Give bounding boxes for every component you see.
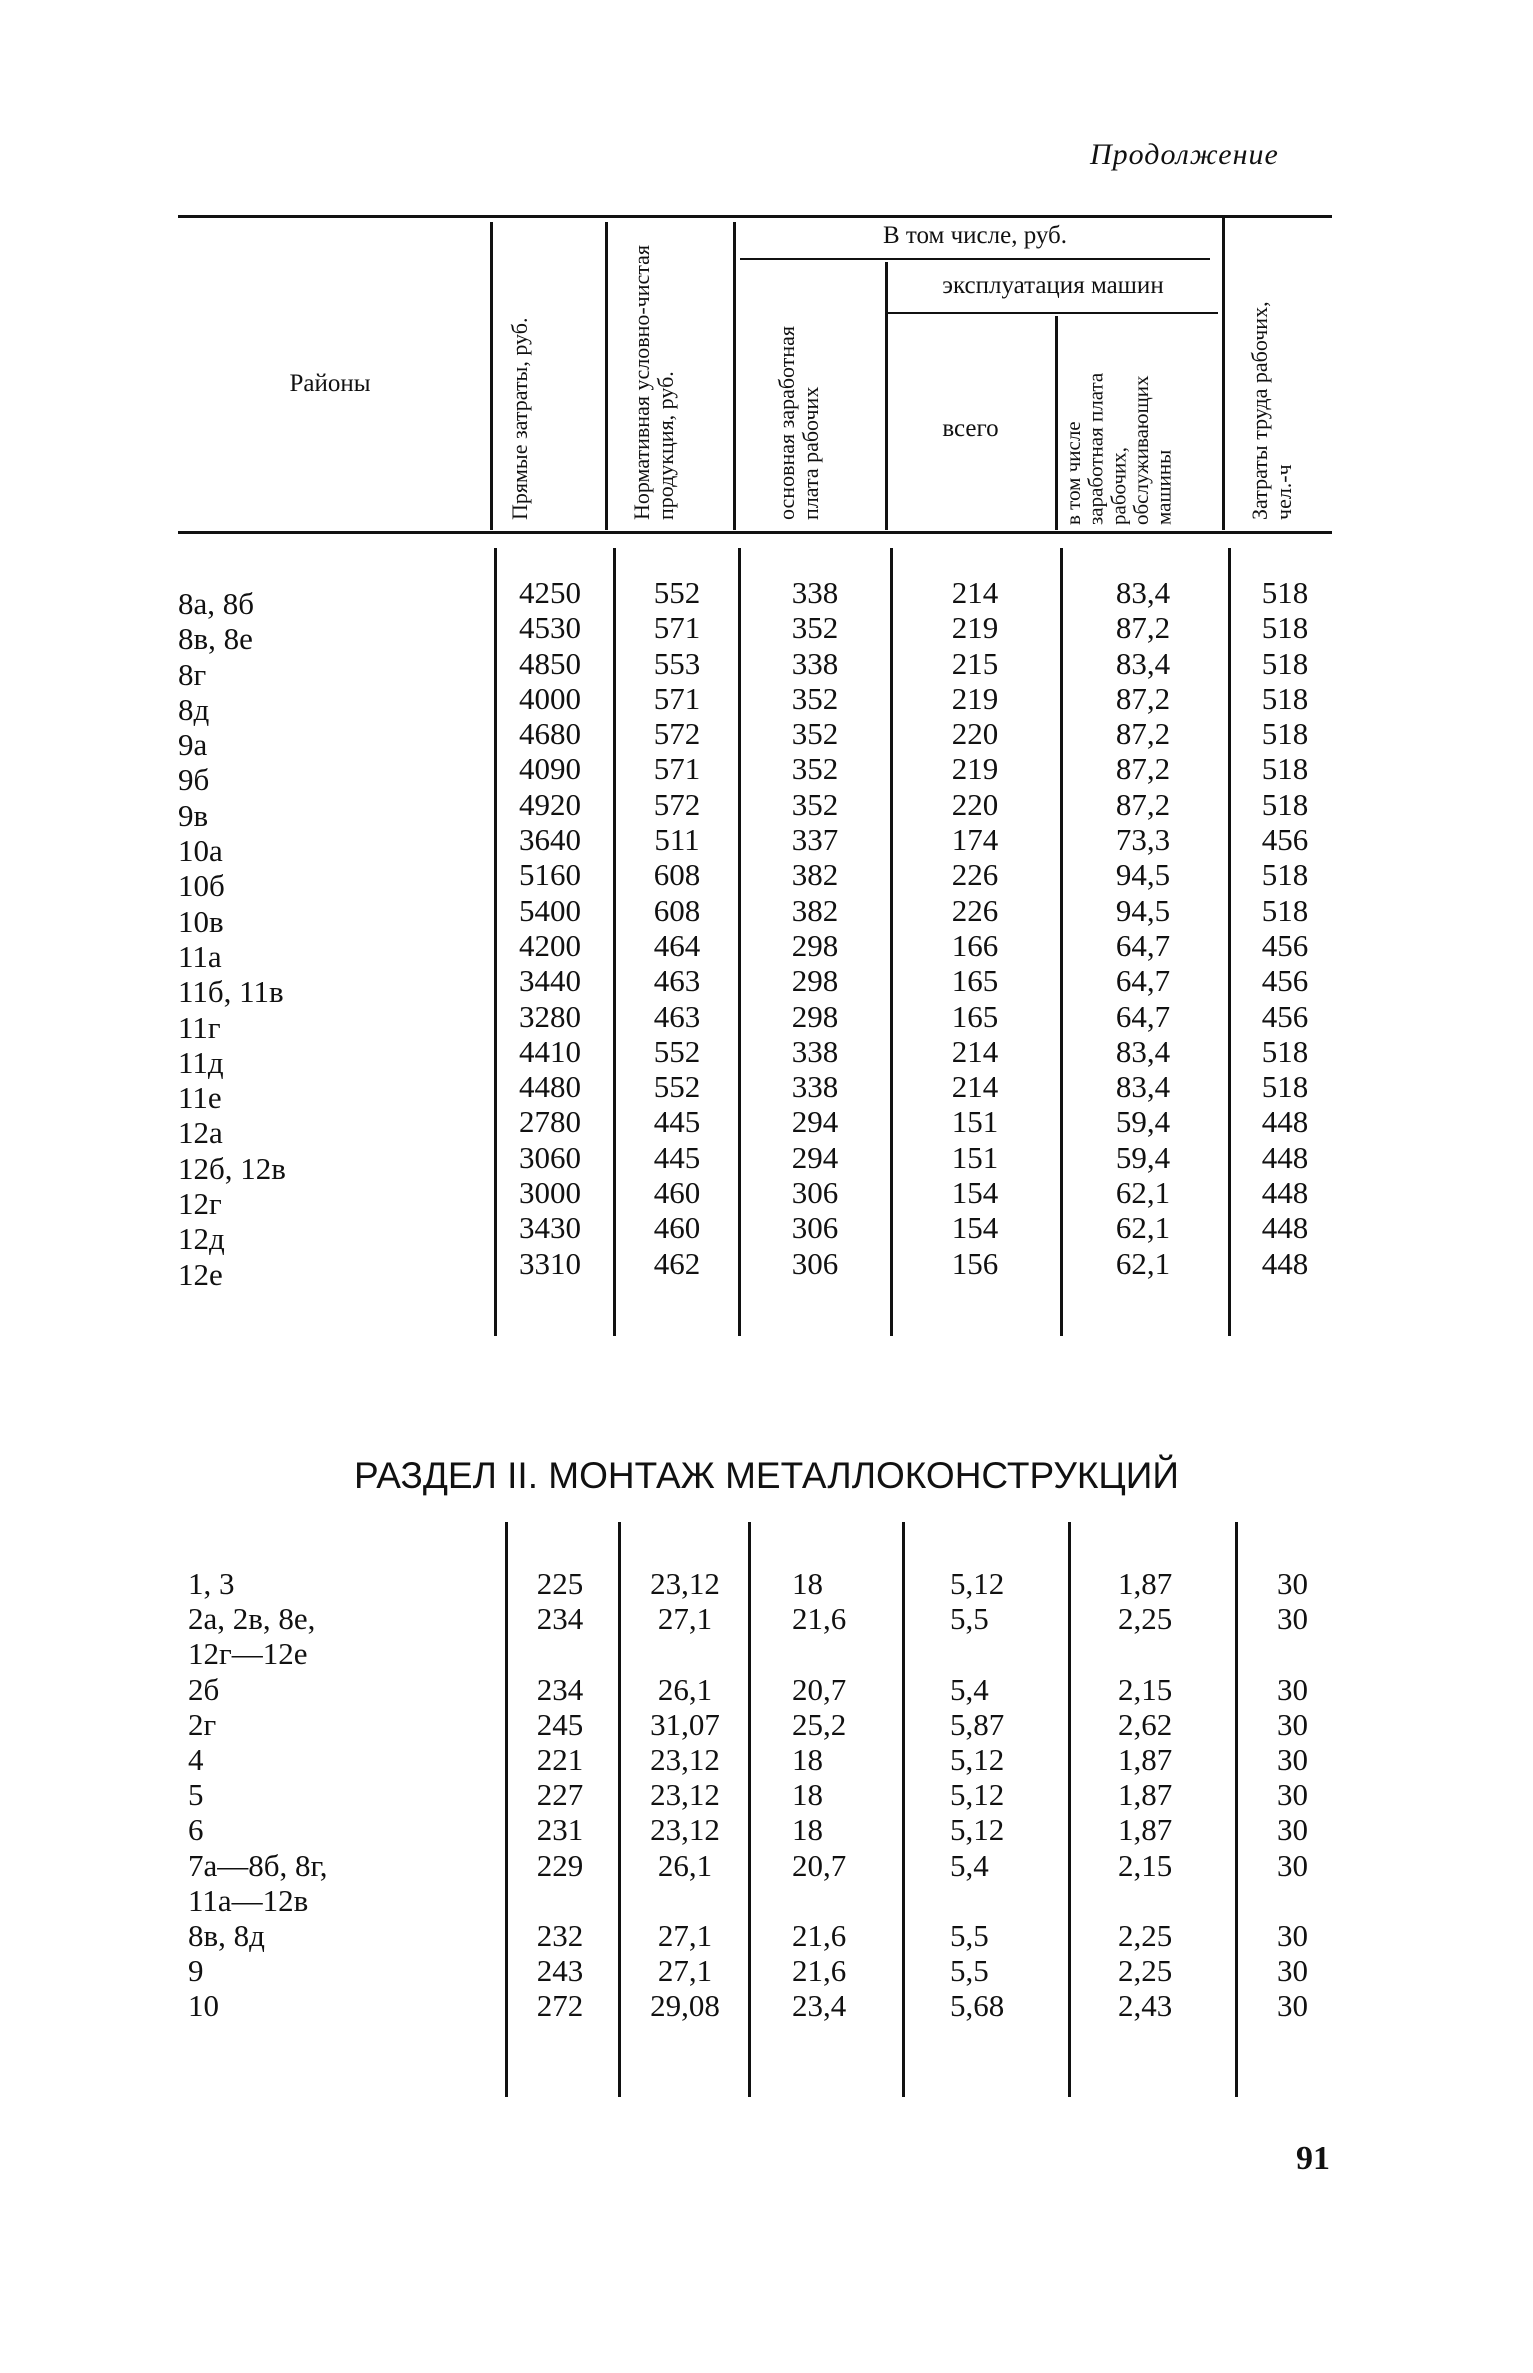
table-cell: 229: [536, 1847, 584, 1883]
table-cell: 3000: [519, 1175, 581, 1211]
table-cell: 30: [1277, 1847, 1308, 1883]
table-cell: 5,5: [950, 1601, 989, 1637]
table-cell: 338: [791, 1033, 839, 1069]
table-cell: 382: [791, 857, 839, 893]
table-cell: 20,7: [792, 1847, 847, 1883]
table-cell: 64,7: [1115, 963, 1171, 999]
table-cell: 306: [791, 1245, 839, 1281]
subheader-rule-2: [888, 312, 1218, 314]
table-cell: 12е: [178, 1256, 223, 1292]
table-cell: 4000: [519, 680, 581, 716]
table-cell: 460: [653, 1175, 701, 1211]
header-regions: Районы: [289, 370, 371, 397]
body-divider: [1068, 1522, 1071, 2097]
table-cell: 221: [536, 1741, 584, 1777]
table-cell: 11а—12в: [188, 1882, 309, 1918]
table-cell: [1245, 1883, 1340, 1918]
body-divider: [505, 1522, 508, 2097]
table-cell: 215: [951, 645, 999, 681]
table-cell: 219: [951, 751, 999, 787]
table-cell: 3440: [519, 963, 581, 999]
table-cell: 572: [653, 716, 701, 752]
table-cell: 10б: [178, 868, 225, 904]
body-divider: [1235, 1522, 1238, 2097]
table-cell: 460: [653, 1210, 701, 1246]
table-cell: 518: [1261, 786, 1309, 822]
header-divider: [733, 222, 736, 530]
body-divider: [1060, 548, 1063, 1336]
table-cell: 552: [653, 1069, 701, 1105]
table-cell: 5,5: [950, 1953, 989, 1989]
table-cell: 518: [1261, 1069, 1309, 1105]
table-cell: 1,87: [1118, 1566, 1173, 1601]
table-cell: 30: [1277, 1566, 1308, 1601]
table-cell: 456: [1261, 998, 1309, 1034]
table-cell: 18: [792, 1812, 823, 1848]
table-cell: 462: [653, 1245, 701, 1281]
table-cell: 30: [1277, 1777, 1308, 1813]
body-divider: [618, 1522, 621, 2097]
column-machine-wages: [1118, 1566, 1228, 2023]
table-cell: 12а: [178, 1115, 223, 1151]
table-cell: 166: [951, 927, 999, 963]
column-wages: [792, 1566, 897, 2023]
table-cell: 8д: [178, 691, 210, 727]
table-cell: 518: [1261, 575, 1309, 610]
body-divider: [494, 548, 497, 1336]
table-cell: 5,12: [950, 1812, 1005, 1848]
table-cell: 608: [653, 857, 701, 893]
table-cell: 5,12: [950, 1777, 1005, 1813]
table-cell: [792, 1636, 897, 1671]
header-labor: Затраты труда рабочих, чел.-ч: [1247, 301, 1296, 520]
table-cell: 11г: [178, 1009, 221, 1045]
table-cell: 8г: [178, 656, 207, 692]
table-cell: 12г—12е: [188, 1636, 308, 1672]
table-cell: 1,87: [1118, 1741, 1173, 1777]
table-cell: 21,6: [792, 1917, 847, 1953]
body-divider: [902, 1522, 905, 2097]
table-cell: 27,1: [657, 1953, 713, 1989]
table-cell: 2б: [188, 1671, 220, 1707]
table-cell: 12д: [178, 1221, 225, 1257]
table-cell: 352: [791, 680, 839, 716]
table-cell: 214: [951, 1033, 999, 1069]
table-cell: 518: [1261, 892, 1309, 928]
table-cell: 73,3: [1115, 822, 1171, 858]
column-labor: [1235, 575, 1335, 1281]
table-cell: 62,1: [1115, 1210, 1171, 1246]
table-cell: 10: [188, 1988, 219, 2024]
table-cell: 59,4: [1115, 1139, 1171, 1175]
column-normative: [630, 1566, 740, 2023]
table-cell: 30: [1277, 1953, 1308, 1989]
table-cell: 572: [653, 786, 701, 822]
table-cell: 3640: [519, 822, 581, 858]
table-cell: 2,15: [1118, 1671, 1173, 1707]
column-direct-costs: [510, 1566, 610, 2023]
table-cell: 245: [536, 1706, 584, 1742]
table-cell: 464: [653, 927, 701, 963]
table-cell: 338: [791, 645, 839, 681]
table-cell: 571: [653, 610, 701, 646]
table-cell: 18: [792, 1741, 823, 1777]
table-cell: 11б, 11в: [178, 974, 284, 1010]
table-cell: 165: [951, 998, 999, 1034]
table-cell: 2г: [188, 1706, 217, 1742]
body-divider: [1228, 548, 1231, 1336]
table-cell: 571: [653, 751, 701, 787]
table-cell: 9б: [178, 762, 210, 798]
table-cell: 231: [536, 1812, 584, 1848]
table-cell: 463: [653, 998, 701, 1034]
table-cell: 27,1: [657, 1917, 713, 1953]
table-cell: [792, 1883, 897, 1918]
header-divider: [1055, 316, 1058, 530]
body-divider: [738, 548, 741, 1336]
table-cell: 154: [951, 1210, 999, 1246]
table-cell: 552: [653, 1033, 701, 1069]
table-cell: 20,7: [792, 1671, 847, 1707]
table-cell: [1118, 1636, 1228, 1671]
table-cell: 2780: [519, 1104, 581, 1140]
table-cell: 553: [653, 645, 701, 681]
table-cell: 1, 3: [188, 1566, 235, 1601]
table-cell: 4850: [519, 645, 581, 681]
table-cell: [1118, 1883, 1228, 1918]
table-cell: 5,12: [950, 1741, 1005, 1777]
section-2-title: РАЗДЕЛ II. МОНТАЖ МЕТАЛЛОКОНСТРУКЦИЙ: [354, 1455, 1179, 1496]
table-cell: 18: [792, 1566, 823, 1601]
table-cell: 8а, 8б: [178, 586, 255, 621]
table-cell: 518: [1261, 857, 1309, 893]
table-cell: 4410: [519, 1033, 581, 1069]
table-cell: 156: [951, 1245, 999, 1281]
table-cell: 5,87: [950, 1706, 1005, 1742]
table-cell: 11д: [178, 1044, 224, 1080]
header-normative-product: Нормативная условно-чистая продукция, руб.: [629, 244, 678, 520]
continuation-note: Продолжение: [1090, 138, 1279, 171]
table-cell: 5,4: [950, 1847, 989, 1883]
table-cell: 64,7: [1115, 998, 1171, 1034]
table-cell: 30: [1277, 1812, 1308, 1848]
table-cell: 62,1: [1115, 1175, 1171, 1211]
table-cell: 382: [791, 892, 839, 928]
table-cell: 456: [1261, 822, 1309, 858]
top-rule: [178, 215, 1332, 218]
table-cell: 10а: [178, 833, 223, 869]
header-divider: [1222, 218, 1225, 530]
table-cell: 294: [791, 1104, 839, 1140]
table-cell: 352: [791, 751, 839, 787]
table-cell: 352: [791, 610, 839, 646]
table-cell: 3310: [519, 1245, 581, 1281]
table-cell: 23,4: [792, 1988, 847, 2024]
table-cell: 87,2: [1115, 680, 1171, 716]
table-cell: 338: [791, 1069, 839, 1105]
table-cell: 448: [1261, 1210, 1309, 1246]
table-cell: 456: [1261, 927, 1309, 963]
column-labor: [1245, 1566, 1340, 2023]
table-cell: 219: [951, 610, 999, 646]
table-cell: 518: [1261, 751, 1309, 787]
column-wages: [745, 575, 885, 1281]
table-cell: 5,4: [950, 1671, 989, 1707]
table-cell: 226: [951, 892, 999, 928]
table-cell: 226: [951, 857, 999, 893]
table-cell: 2,15: [1118, 1847, 1173, 1883]
table-cell: 87,2: [1115, 751, 1171, 787]
table-cell: 23,12: [650, 1777, 720, 1813]
page-number: 91: [1296, 2140, 1330, 2177]
table-cell: 5,5: [950, 1917, 989, 1953]
table-cell: 83,4: [1115, 645, 1171, 681]
table-cell: 87,2: [1115, 786, 1171, 822]
table-cell: 87,2: [1115, 610, 1171, 646]
table-cell: 294: [791, 1139, 839, 1175]
table-cell: 5,12: [950, 1566, 1005, 1601]
table-cell: 94,5: [1115, 857, 1171, 893]
table-cell: [950, 1636, 1060, 1671]
table-cell: 3060: [519, 1139, 581, 1175]
table-cell: 23,12: [650, 1566, 720, 1601]
table-cell: 306: [791, 1175, 839, 1211]
table-cell: 23,12: [650, 1812, 720, 1848]
table-cell: 30: [1277, 1601, 1308, 1637]
table-cell: 18: [792, 1777, 823, 1813]
table-cell: 30: [1277, 1917, 1308, 1953]
table-cell: 234: [536, 1601, 584, 1637]
table-cell: 4090: [519, 751, 581, 787]
column-regions: [178, 586, 488, 1292]
table-cell: 220: [951, 716, 999, 752]
table-cell: 59,4: [1115, 1104, 1171, 1140]
table-cell: 571: [653, 680, 701, 716]
column-regions: [188, 1566, 498, 2023]
table-cell: 83,4: [1115, 1033, 1171, 1069]
table-cell: 448: [1261, 1175, 1309, 1211]
table-cell: 448: [1261, 1139, 1309, 1175]
table-cell: 31,07: [650, 1706, 720, 1742]
table-cell: 26,1: [657, 1847, 713, 1883]
table-cell: 352: [791, 716, 839, 752]
table-cell: 6: [188, 1812, 204, 1848]
table-cell: 5: [188, 1777, 204, 1813]
table-cell: 9в: [178, 797, 209, 833]
table-cell: 83,4: [1115, 1069, 1171, 1105]
body-divider: [613, 548, 616, 1336]
table-cell: 306: [791, 1210, 839, 1246]
header-divider: [605, 222, 608, 530]
table-cell: 298: [791, 963, 839, 999]
body-divider: [748, 1522, 751, 2097]
table-cell: [1245, 1636, 1340, 1671]
table-cell: 4530: [519, 610, 581, 646]
body-divider: [890, 548, 893, 1336]
table-cell: 29,08: [650, 1988, 720, 2024]
table-cell: 3430: [519, 1210, 581, 1246]
table-cell: 608: [653, 892, 701, 928]
table-cell: 1,87: [1118, 1777, 1173, 1813]
table-cell: 165: [951, 963, 999, 999]
table-cell: 21,6: [792, 1953, 847, 1989]
header-divider: [490, 222, 493, 530]
table-cell: 1,87: [1118, 1812, 1173, 1848]
table-cell: 7а—8б, 8г,: [188, 1847, 328, 1883]
table-cell: 214: [951, 1069, 999, 1105]
table-cell: 8в, 8е: [178, 621, 253, 657]
table-cell: [630, 1636, 740, 1671]
table-cell: 26,1: [657, 1671, 713, 1707]
table-cell: 2а, 2в, 8е,: [188, 1601, 316, 1637]
header-machines: эксплуатация машин: [942, 272, 1164, 299]
table-cell: 214: [951, 575, 999, 610]
table-cell: 12г: [178, 1186, 222, 1222]
table-cell: 227: [536, 1777, 584, 1813]
table-cell: 448: [1261, 1104, 1309, 1140]
table-cell: 174: [951, 822, 999, 858]
table-cell: 220: [951, 786, 999, 822]
column-direct-costs: [500, 575, 600, 1281]
table-cell: 64,7: [1115, 927, 1171, 963]
table-cell: 518: [1261, 645, 1309, 681]
table-cell: 448: [1261, 1245, 1309, 1281]
table-cell: 27,1: [657, 1601, 713, 1637]
table-cell: 518: [1261, 1033, 1309, 1069]
table-cell: 30: [1277, 1671, 1308, 1707]
table-cell: 62,1: [1115, 1245, 1171, 1281]
table-cell: 338: [791, 575, 839, 610]
table-cell: 30: [1277, 1706, 1308, 1742]
table-cell: 5,68: [950, 1988, 1005, 2024]
table-cell: 445: [653, 1104, 701, 1140]
table-cell: 25,2: [792, 1706, 847, 1742]
table-cell: 552: [653, 575, 701, 610]
table-cell: 4480: [519, 1069, 581, 1105]
table-cell: 518: [1261, 680, 1309, 716]
table-cell: 94,5: [1115, 892, 1171, 928]
table-cell: 21,6: [792, 1601, 847, 1637]
table-cell: 225: [536, 1566, 584, 1601]
table-cell: [510, 1883, 610, 1918]
table-cell: 11а: [178, 938, 222, 974]
column-machines-total: [950, 1566, 1060, 2023]
table-cell: 232: [536, 1917, 584, 1953]
table-cell: 298: [791, 927, 839, 963]
table-cell: [950, 1883, 1060, 1918]
table-cell: 11е: [178, 1080, 222, 1116]
table-cell: 4200: [519, 927, 581, 963]
table-cell: 154: [951, 1175, 999, 1211]
table-cell: 4: [188, 1741, 204, 1777]
header-direct-costs: Прямые затраты, руб.: [507, 317, 532, 520]
header-including: В том числе, руб.: [882, 222, 1068, 249]
table-cell: 4250: [519, 575, 581, 610]
table-cell: 4680: [519, 716, 581, 752]
table-cell: 83,4: [1115, 575, 1171, 610]
table-cell: 463: [653, 963, 701, 999]
table-cell: 5160: [519, 857, 581, 893]
header-base-wages: основная заработная плата рабочих: [774, 325, 823, 520]
table-cell: 511: [654, 822, 700, 858]
column-normative: [622, 575, 732, 1281]
table-cell: 30: [1277, 1988, 1308, 2024]
table-cell: 272: [536, 1988, 584, 2024]
table-cell: 9а: [178, 727, 208, 763]
table-cell: 456: [1261, 963, 1309, 999]
table-cell: 9: [188, 1953, 204, 1989]
column-machine-wages: [1068, 575, 1218, 1281]
table-cell: 243: [536, 1953, 584, 1989]
table-cell: 352: [791, 786, 839, 822]
header-divider: [885, 262, 888, 530]
table-cell: 445: [653, 1139, 701, 1175]
table-cell: 2,62: [1118, 1706, 1173, 1742]
header-machine-wages: в том числе заработная плата рабочих, обслуживающих машины: [1061, 372, 1176, 525]
table-cell: 234: [536, 1671, 584, 1707]
table-cell: 4920: [519, 786, 581, 822]
table-cell: 23,12: [650, 1741, 720, 1777]
subheader-rule-1: [740, 258, 1210, 260]
table-cell: 219: [951, 680, 999, 716]
table-cell: [510, 1636, 610, 1671]
table-cell: 2,25: [1118, 1917, 1173, 1953]
column-machines-total: [900, 575, 1050, 1281]
table-cell: 5400: [519, 892, 581, 928]
table-cell: 518: [1261, 716, 1309, 752]
table-cell: 2,43: [1118, 1988, 1173, 2024]
table-cell: 87,2: [1115, 716, 1171, 752]
table-cell: 151: [951, 1104, 999, 1140]
table-cell: 2,25: [1118, 1601, 1173, 1637]
table-cell: 298: [791, 998, 839, 1034]
table-cell: 30: [1277, 1741, 1308, 1777]
header-machines-total: всего: [942, 415, 999, 442]
table-cell: 10в: [178, 903, 224, 939]
table-cell: 8в, 8д: [188, 1917, 265, 1953]
table-cell: 151: [951, 1139, 999, 1175]
table-cell: 518: [1261, 610, 1309, 646]
table-cell: 12б, 12в: [178, 1150, 286, 1186]
table-cell: 337: [791, 822, 839, 858]
table-cell: 3280: [519, 998, 581, 1034]
table-cell: 2,25: [1118, 1953, 1173, 1989]
header-bottom-rule: [178, 531, 1332, 534]
table-cell: [630, 1883, 740, 1918]
